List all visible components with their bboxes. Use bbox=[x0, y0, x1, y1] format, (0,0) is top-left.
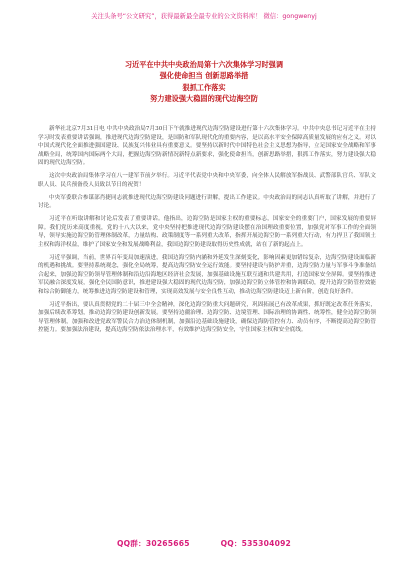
article-subtitle-3: 努力建设强大稳固的现代边海空防 bbox=[150, 93, 258, 103]
article-title: 习近平在中共中央政治局第十六次集体学习时强调 bbox=[124, 60, 284, 69]
article-body bbox=[38, 125, 376, 339]
article-title-block bbox=[24, 59, 384, 104]
paragraph: 习近平在听取讲解和讨论后发表了重要讲话。他指出，边海空防是国家主权的重要标志，国家安全的重要门户，国家发展的重要屏障。我们党历来高度重视，党的十八大以来，党中央坚持把推进现代边海空防建设摆在治国理政重要位置，加强党对军事工作的全面领导，领导实施边海空防管理体制改革，力量结构、政策制度等一系列重大改革，指挥开展边海空防一系列重大行动，有力捍卫了我国领土主权和海洋权益，维护了国家安全和发展战略利益，我国边海空防建设取得历史性成就，站在了新的起点上。 bbox=[38, 216, 376, 248]
promo-line-1: 关注头条号“公文研究”，获得最新最全最专业的公文资料库！ 微信：gongwenyj bbox=[91, 13, 317, 20]
paragraph: 新华社北京7月31日电 中共中央政治局7月30日下午就推进现代边海空防建设进行第十六次集体学习。中共中央总书记习近平在主持学习时发表重要讲话强调，推进现代边海空防建设，是国防和军队现代化的重要内容，是以高水平安全保障高质量发展的应有之义。对以中国式现代化全面推进强国建设、民族复兴伟业具有重要意义。要坚持以新时代中国特色社会主义思想为指导，立足国家安全战略和军事战略全局，统筹国内国际两个大局，把握边海空防新情况新特点新要求，强化使命担当，创新思路举措，狠抓工作落实，努力建设强大稳固的现代边海空防。 bbox=[38, 126, 376, 167]
qq-group-text: QQ群：30265665 bbox=[116, 539, 190, 548]
article-subtitle-1: 强化使命担当 创新思路举措 bbox=[159, 71, 249, 81]
paragraph: 习近平指出，要认真贯彻党的二十届三中全会精神，深化边海空防重大问题研究，巩固拓展已有改革成果，抓好既定改革任务落实，加强后续改革筹划，推动边海空防建设创新发展。要坚持边疆治理、边海空防、边境管理、国际治理的协调性、统筹性，健全边海空防领导管理体制，加强和改进党政军警民合力治边体制机制，加强沿边基础设施建设，确保边海防管控有力、动员有序，不断提高边海空防管控能力。要加强法治建设，提高边海空防依法治理水平，有效维护边海空防安全，守住国家主权和安全底线。 bbox=[38, 301, 376, 334]
paragraph: 习近平强调，当前，世界百年变局加速演进，我国边海空防内涵和外延发生深刻变化，影响因素更加错综复杂，边海空防建设面临新的机遇和挑战。要坚持系统观念，强化全局统筹，提高边海空防安全运行效能。要坚持建设与防护并重，边海空防力量与军事斗争准备结合起来，加强边海空防领导管理体制和沿边沿海地区经济社会发展，加强基础设施互联互通和共建共用，打造国家安全屏障。要坚持推进军民融合深度发展，强化全民国防意识，推进建设强大稳固的现代边海空防，加强边海空防立体管控和协调联动，提升边海空防管控效能和综合防御能力，统筹推进边海空防建设和管理，实现高效发展与安全良性互动，推动边海空防建设迈上新台阶，创造良好条件。 bbox=[38, 254, 376, 295]
paragraph: 这次中央政治局集体学习在八一建军节前夕举行。习近平代表党中央和中央军委，向全体人民解放军指战员、武警部队官兵、军队文职人员、民兵预备役人员致以节日的祝贺！ bbox=[38, 173, 376, 188]
paragraph: 中央军委联合参谋部肖捷同志就推进现代边海空防建设问题进行讲解，提出工作建议。中央政治局的同志认真听取了讲解，并进行了讨论。 bbox=[38, 194, 376, 210]
promo-banner bbox=[14, 11, 394, 47]
article-subtitle-2: 狠抓工作落实 bbox=[182, 82, 226, 92]
contact-footer bbox=[0, 538, 408, 549]
qq-text: QQ：535304092 bbox=[220, 539, 292, 548]
